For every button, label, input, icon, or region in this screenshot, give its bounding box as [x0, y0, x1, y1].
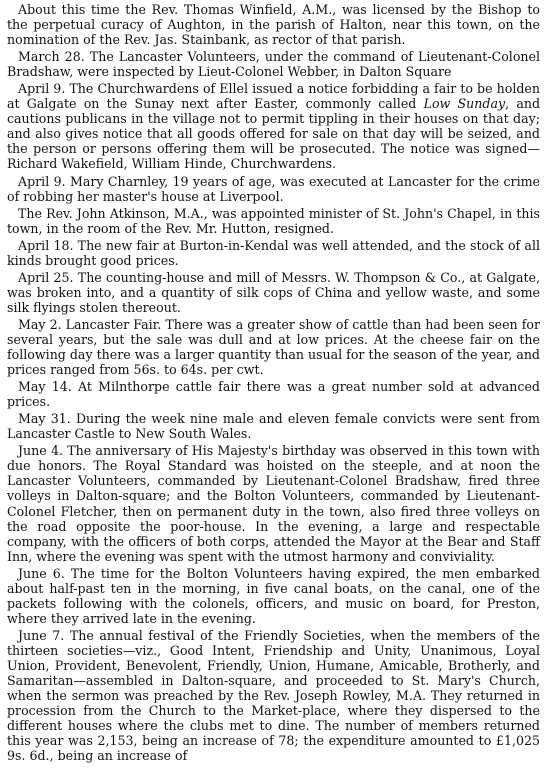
paragraph-may-2 — [7, 317, 540, 377]
paragraph-text: May 31. During the week nine male and eleven female convicts were sent from Lancaster Castle to New South Wales. — [7, 411, 540, 442]
emphasis-text: Low Sunday — [423, 96, 506, 112]
paragraph-text: March 28. The Lancaster Volunteers, under the command of Lieutenant-Colonel Bradshaw, were inspected by Lieut-Colonel Webber, in Dalton Square — [7, 49, 540, 80]
paragraph-text: April 9. Mary Charnley, 19 years of age, was executed at Lancaster for the crime of robbing her master's house at Liverpool. — [7, 173, 540, 204]
paragraph-text: May 2. Lancaster Fair. There was a greater show of cattle than had been seen for several years, but the sale was dull and at low prices. At the cheese fair on the following day there was a larger quantity than usual for the season of the year, and prices ranged from 56s. to 64s. per cwt. — [7, 316, 540, 378]
paragraph-june-4 — [7, 443, 540, 563]
paragraph-june-7 — [7, 628, 540, 763]
paragraph-text: The Rev. John Atkinson, M.A., was appointed minister of St. John's Chapel, in this town, in the room of the Rev. Mr. Hutton, resigned. — [7, 205, 540, 236]
paragraph-april-18 — [7, 238, 540, 268]
paragraph-may-14 — [7, 379, 540, 409]
paragraph-march-28 — [7, 49, 540, 79]
paragraph-april-9-charnley — [7, 174, 540, 204]
paragraph-atkinson — [7, 206, 540, 236]
paragraph-text: May 14. At Milnthorpe cattle fair there was a great number sold at advanced prices. — [7, 379, 540, 410]
paragraph-text: June 7. The annual festival of the Friendly Societies, when the members of the thirteen societies—viz., Good Intent, Friendship and Unity, Unanimous, Loyal Union, Provident, Benevolent, Friendly, Union, Humane, Amicable, Brotherly, and Samaritan—assembled in Dalton-square, and proceeded to St. Mary's Church, when the sermon was preached by the Rev. Joseph Rowley, M.A. They returned in procession from the Church to the Market-place, where they dispersed to the different houses where the clubs met to dine. The number of members returned this year was 2,153, being an increase of 78; the expenditure amounted to £1,025 9s. 6d., being an increase of — [7, 627, 540, 764]
paragraph-april-25 — [7, 270, 540, 315]
paragraph-text: About this time the Rev. Thomas Winfield, A.M., was licensed by the Bishop to the perpetual curacy of Aughton, in the parish of Halton, near this town, on the nomination of the Rev. Jas. Stainbank, as rector of that parish. — [7, 2, 540, 48]
paragraph-text: June 6. The time for the Bolton Volunteers having expired, the men embarked about half-past ten in the morning, in five canal boats, on the canal, one of the packets following with the colonels, officers, and music on board, for Preston, where they arrived late in the evening. — [7, 565, 540, 626]
paragraph-april-9-ellel — [7, 81, 540, 171]
paragraph-june-6 — [7, 566, 540, 626]
paragraph-text: , and cautions publicans in the village not to permit tippling in their houses on that day; and also gives notice that all goods offered for sale on that day will be seized, and the person or persons offering them will be prosecuted. The notice was signed—Richard Wakefield, William Hinde, Churchwardens. — [7, 96, 541, 172]
paragraph-text: June 4. The anniversary of His Majesty's birthday was observed in this town with due honors. The Royal Standard was hoisted on the steeple, and at noon the Lancaster Volunteers, commanded by Lieutenant-Colonel Bradshaw, fired three volleys in Dalton-square; and the Bolton Volunteers, commanded by Lieutenant-Colonel Fletcher, then on permanent duty in the town, also fired three volleys on the road opposite the poor-house. In the evening, a large and respectable company, with the officers of both corps, attended the Mayor at the Bear and Staff Inn, where the evening was spent with the utmost harmony and conviviality. — [7, 443, 540, 564]
paragraph-winfield — [7, 2, 540, 47]
paragraph-text: April 18. The new fair at Burton-in-Kendal was well attended, and the stock of all kinds brought good prices. — [7, 237, 540, 268]
text-column — [7, 2, 540, 763]
paragraph-text: April 9. The Churchwardens of Ellel issued a notice forbidding a fair to be holden at Galgate on the Sunay next after Easter, commonly called — [7, 81, 540, 112]
paragraph-may-31 — [7, 411, 540, 441]
paragraph-text: April 25. The counting-house and mill of Messrs. W. Thompson & Co., at Galgate, was broken into, and a quantity of silk cops of China and yellow waste, and some silk flyings stolen thereout. — [7, 269, 540, 315]
